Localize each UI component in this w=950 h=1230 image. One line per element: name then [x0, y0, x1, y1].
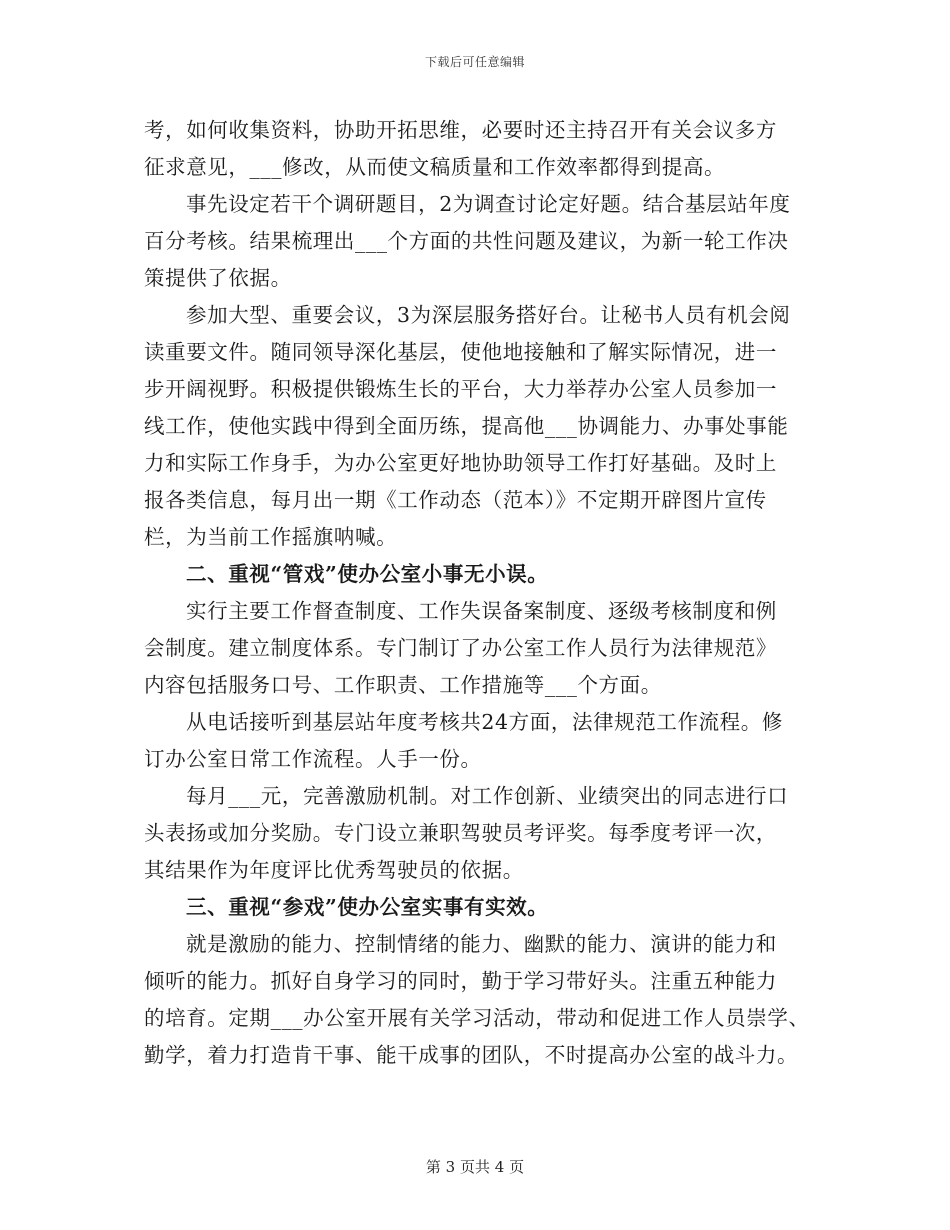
body-text-line: 倾听的能力。抓好自身学习的同时，勤于学习带好头。注重五种能力	[144, 969, 777, 993]
body-text-line: 订办公室日常工作流程。人手一份。	[144, 747, 482, 771]
body-text-line: 内容包括服务口号、工作职责、工作措施等___个方面。	[144, 673, 662, 697]
body-text-line: 事先设定若干个调研题目，2为调查讨论定好题。结合基层站年度	[186, 192, 791, 216]
body-text-line: 从电话接听到基层站年度考核共24方面，法律规范工作流程。修	[186, 710, 783, 734]
header-note: 下载后可任意编辑	[424, 55, 525, 69]
section-heading: 二、重视“管戏”使办公室小事无小误。	[186, 562, 549, 586]
body-text-line: 线工作，使他实践中得到全面历练，提高他___协调能力、办事处事能	[144, 414, 789, 438]
body-text-line: 的培育。定期___办公室开展有关学习活动，带动和促进工作人员崇学、	[144, 1006, 810, 1030]
body-text-line: 其结果作为年度评比优秀驾驶员的依据。	[144, 858, 524, 882]
document-body	[144, 112, 820, 1074]
body-text-line: 每月___元，完善激励机制。对工作创新、业绩突出的同志进行口	[186, 784, 789, 808]
section-heading: 三、重视“参戏”使办公室实事有实效。	[186, 895, 549, 919]
body-text-line: 读重要文件。随同领导深化基层，使他地接触和了解实际情况，进一	[144, 340, 777, 364]
body-text-line: 会制度。建立制度体系。专门制订了办公室工作人员行为法律规范》	[144, 636, 777, 660]
body-text-line: 步开阔视野。积极提供锻炼生长的平台，大力举荐办公室人员参加一	[144, 377, 777, 401]
body-text-line: 百分考核。结果梳理出___个方面的共性问题及建议，为新一轮工作决	[144, 229, 789, 253]
body-text-line: 头表扬或加分奖励。专门设立兼职驾驶员考评奖。每季度考评一次，	[144, 821, 777, 845]
body-text-line: 就是激励的能力、控制情绪的能力、幽默的能力、演讲的能力和	[186, 932, 777, 956]
body-text-line: 征求意见，___修改，从而使文稿质量和工作效率都得到提高。	[144, 155, 726, 179]
body-text-line: 策提供了依据。	[144, 266, 292, 290]
page-number: 第 3 页共 4 页	[425, 1158, 525, 1176]
body-text-line: 考，如何收集资料，协助开拓思维，必要时还主持召开有关会议多方	[144, 118, 777, 142]
body-text-line: 勤学，着力打造肯干事、能干成事的团队，不时提高办公室的战斗力。	[144, 1043, 799, 1067]
body-text-line: 力和实际工作身手，为办公室更好地协助领导工作打好基础。及时上	[144, 451, 777, 475]
body-text-line: 实行主要工作督查制度、工作失误备案制度、逐级考核制度和例	[186, 599, 777, 623]
body-text-line: 参加大型、重要会议，3为深层服务搭好台。让秘书人员有机会阅	[186, 303, 791, 327]
body-text-line: 栏，为当前工作摇旗呐喊。	[144, 525, 398, 549]
body-text-line: 报各类信息，每月出一期《工作动态（范本）》不定期开辟图片宣传	[144, 488, 767, 512]
